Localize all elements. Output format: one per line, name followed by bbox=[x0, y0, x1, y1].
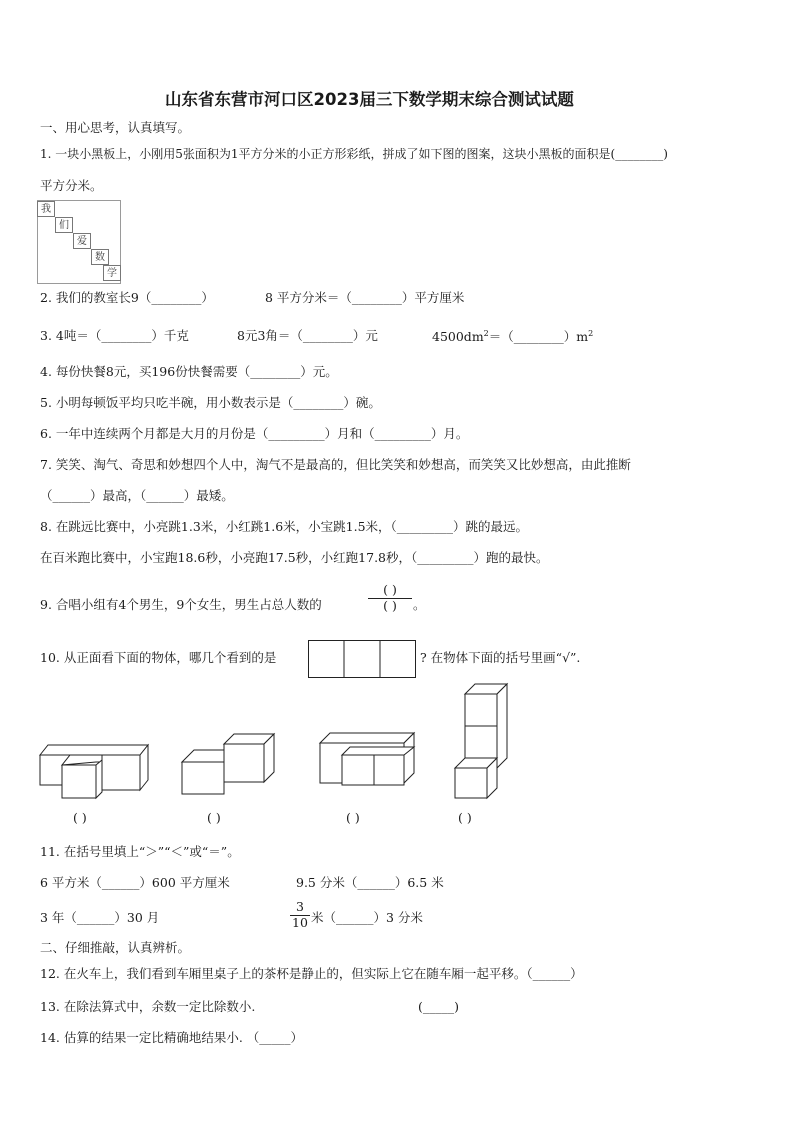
cube-figure-3 bbox=[320, 733, 420, 799]
question-7-line-1: 7. 笑笑、淘气、奇思和妙想四个人中，淘气不是最高的，但比笑笑和妙想高，而笑笑又比妙想高，由此推断 bbox=[40, 457, 631, 472]
cube-figure-1 bbox=[40, 740, 150, 800]
fraction-numerator: ( ) bbox=[383, 582, 397, 597]
q3c-value: 4500dm bbox=[432, 329, 484, 345]
figure-3-answer-blank[interactable]: ( ) bbox=[346, 810, 360, 825]
question-3-part-b: 8元3角＝（________）元 bbox=[237, 328, 378, 343]
grid-cell-4: 数 bbox=[91, 249, 109, 265]
question-3-part-a: 3. 4吨＝（________）千克 bbox=[40, 328, 189, 343]
q3c-exponent-2: 2 bbox=[588, 329, 594, 338]
figure-1-answer-blank[interactable]: ( ) bbox=[73, 810, 87, 825]
grid-cell-2: 们 bbox=[55, 217, 73, 233]
question-13-blank[interactable]: (_____) bbox=[418, 999, 460, 1014]
section-heading-1: 一、用心思考，认真填写。 bbox=[40, 120, 191, 135]
question-1-line-1: 1. 一块小黑板上，小刚用5张面积为1平方分米的小正方形彩纸，拼成了如下图的图案，这块小黑板的面积是(________) bbox=[40, 147, 668, 161]
question-9-fraction bbox=[368, 584, 412, 612]
cube-figure-4 bbox=[455, 684, 515, 800]
question-11-part-c: 3 年（______）30 月 bbox=[40, 910, 160, 925]
front-view-three-squares bbox=[308, 640, 416, 678]
q11-fraction-numerator: 3 bbox=[296, 899, 304, 914]
page-title: 山东省东营市河口区2023届三下数学期末综合测试试题 bbox=[165, 90, 574, 109]
question-6: 6. 一年中连续两个月都是大月的月份是（_________）月和（_________）月。 bbox=[40, 426, 469, 441]
grid-cell-1: 我 bbox=[37, 201, 55, 217]
question-11-fraction bbox=[290, 901, 310, 929]
question-11-part-b: 9.5 分米（______）6.5 米 bbox=[296, 875, 444, 890]
section-heading-2: 二、仔细推敲，认真辨析。 bbox=[40, 940, 191, 955]
q11-fraction-denominator: 10 bbox=[292, 914, 308, 930]
cube-figure-2 bbox=[182, 732, 282, 798]
question-3-part-c bbox=[432, 330, 593, 344]
question-8-line-2: 在百米跑比赛中，小宝跑18.6秒，小亮跑17.5秒，小红跑17.8秒，（_________）跑的最快。 bbox=[40, 550, 549, 565]
question-10-text-post: ? 在物体下面的括号里画“√”. bbox=[420, 650, 581, 665]
question-13: 13. 在除法算式中，余数一定比除数小. bbox=[40, 999, 256, 1014]
question-2-part-b: 8 平方分米＝（________）平方厘米 bbox=[265, 290, 465, 305]
question-4: 4. 每份快餐8元，买196份快餐需要（________）元。 bbox=[40, 364, 338, 379]
question-9-text: 9. 合唱小组有4个男生，9个女生，男生占总人数的 bbox=[40, 597, 322, 612]
question-8-line-1: 8. 在跳远比赛中，小亮跳1.3米，小红跳1.6米，小宝跳1.5米，（_________）跳的最远。 bbox=[40, 519, 529, 534]
question-2-part-a: 2. 我们的教室长9（________） bbox=[40, 290, 214, 305]
fraction-denominator: ( ) bbox=[383, 597, 397, 613]
question-11-part-a: 6 平方米（______）600 平方厘米 bbox=[40, 875, 230, 890]
q3c-middle: ＝（________）m bbox=[488, 329, 589, 345]
question-11-heading: 11. 在括号里填上“＞”“＜”或“＝”。 bbox=[40, 844, 240, 859]
question-12: 12. 在火车上，我们看到车厢里桌子上的茶杯是静止的，但实际上它在随车厢一起平移。（______） bbox=[40, 966, 583, 981]
grid-cell-5: 学 bbox=[103, 265, 121, 281]
question-14: 14. 估算的结果一定比精确地结果小. （_____） bbox=[40, 1030, 304, 1045]
question-1-line-2: 平方分米。 bbox=[40, 178, 103, 193]
question-11-part-d: 米（______）3 分米 bbox=[311, 910, 423, 925]
figure-4-answer-blank[interactable]: ( ) bbox=[458, 810, 472, 825]
question-5: 5. 小明每顿饭平均只吃半碗，用小数表示是（________）碗。 bbox=[40, 395, 381, 410]
question-10-text-pre: 10. 从正面看下面的物体，哪几个看到的是 bbox=[40, 650, 277, 665]
question-7-line-2: （______）最高，（______）最矮。 bbox=[40, 488, 234, 503]
grid-cell-3: 爱 bbox=[73, 233, 91, 249]
figure-2-answer-blank[interactable]: ( ) bbox=[207, 810, 221, 825]
question-9-end: 。 bbox=[413, 597, 426, 612]
q3c-exponent: 2 bbox=[483, 329, 489, 338]
